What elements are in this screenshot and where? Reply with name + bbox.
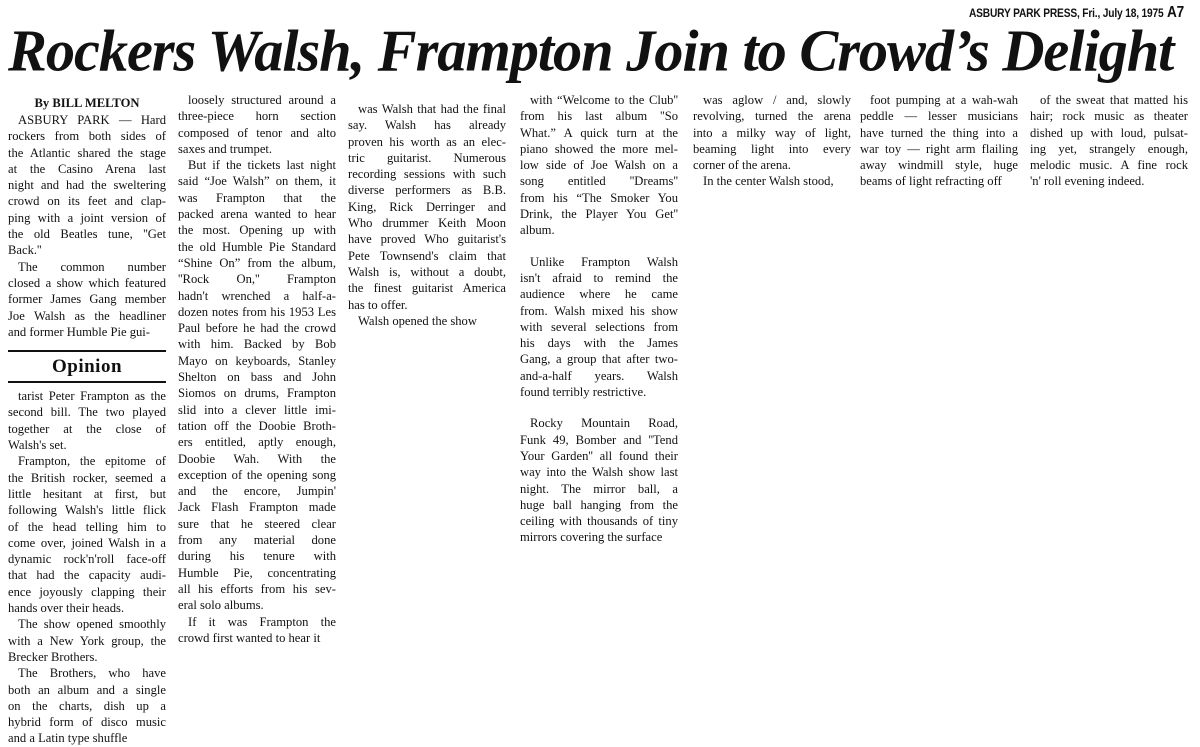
text-line: with a New York group, the <box>8 633 166 648</box>
text-line: piano showed the more mel- <box>520 141 678 156</box>
text-line: his days with the James <box>520 336 678 351</box>
text-line: the most. Opening up with <box>178 223 336 238</box>
paragraph <box>8 616 166 665</box>
text-line: was aglow / and, slowly <box>703 93 851 107</box>
text-line: peddle — lesser musicians <box>860 109 1018 124</box>
text-line: during his tenure with <box>178 549 336 564</box>
text-line: tarist Peter Frampton as the <box>18 389 166 404</box>
text-line: Unlike Frampton Walsh <box>530 254 678 269</box>
paragraph <box>1030 92 1188 190</box>
text-line: the British rocker, seemed a <box>8 470 166 485</box>
text-line: Funk 49, Bomber and ''Tend <box>520 432 678 447</box>
text-line: and-a-half years. Walsh <box>520 368 678 383</box>
dateline-text: ASBURY PARK PRESS, Fri., July 18, 1975 <box>968 6 1164 20</box>
text-line: away windmill style, huge <box>860 158 1018 173</box>
text-line: was Walsh that had the final <box>358 102 506 116</box>
text-line: the old Humble Pie Standard <box>178 239 336 254</box>
opinion-label: Opinion <box>8 350 166 383</box>
page-number: A7 <box>1166 4 1184 21</box>
text-line: corner of the arena. <box>693 158 791 173</box>
byline: By BILL MELTON <box>34 96 140 110</box>
text-line: Walsh is, without a doubt, <box>348 264 506 279</box>
text-line: former James Gang member <box>8 292 166 307</box>
text-line: was Frampton that the <box>178 190 336 205</box>
text-line: together at the close of <box>8 421 166 436</box>
text-line: on the charts, dish up a <box>8 698 166 713</box>
text-line: Jack Flash Frampton made <box>178 500 336 515</box>
text-line: hadn't wrenched a half-a- <box>178 288 336 303</box>
text-line: ers entitled, aptly enough, <box>178 435 336 450</box>
text-line: closed a show which featured <box>8 275 166 290</box>
text-line: at the Casino Arena last <box>8 161 166 176</box>
text-line: 'n' roll evening indeed. <box>1030 174 1145 189</box>
paragraph <box>348 313 506 329</box>
text-line: beams of light refracting off <box>860 174 1002 189</box>
text-line: both an album and a single <box>8 682 166 697</box>
article-column-2 <box>178 92 336 646</box>
text-line: the Atlantic shared the stage <box>8 145 166 160</box>
text-line: diverse performers as B.B. <box>348 183 506 198</box>
text-line: Humble Pie, concentrating <box>178 565 336 580</box>
column-text-after-opinion <box>8 388 166 747</box>
text-line: low side of Joe Walsh on a <box>520 158 678 173</box>
text-line: dished up with loud, pulsat- <box>1030 125 1188 140</box>
text-line: ASBURY PARK — Hard <box>18 113 166 127</box>
text-line: and former Humble Pie gui- <box>8 324 150 339</box>
text-line: way into the Walsh show last <box>520 465 678 480</box>
text-line: recording sessions with such <box>348 167 506 182</box>
text-line: hair; rock music as theater <box>1030 109 1188 124</box>
text-line: come over, joined Walsh in a <box>8 535 166 550</box>
text-line: crowd first wanted to hear it <box>178 630 321 645</box>
text-line: with several selections from <box>520 319 678 334</box>
text-line: dynamic rock'n'roll face-off <box>8 552 166 567</box>
text-line: second bill. The two played <box>8 405 166 420</box>
text-line: say. Walsh has already <box>348 118 506 133</box>
text-line: Rocky Mountain Road, <box>530 416 678 431</box>
paragraph <box>8 388 166 453</box>
paragraph <box>178 157 336 613</box>
text-line: ''Rock On,'' Frampton <box>178 272 336 287</box>
text-line: Back.'' <box>8 243 42 258</box>
paragraph <box>8 259 166 340</box>
article-column-7 <box>1030 92 1188 190</box>
text-line: song entitled ''Dreams'' <box>520 174 678 189</box>
text-line: following Walsh's little flick <box>8 503 166 518</box>
text-line: Brecker Brothers. <box>8 649 98 664</box>
text-line: from his last album ''So <box>520 109 678 124</box>
text-line: three-piece horn section <box>178 109 336 124</box>
text-line: saxes and trumpet. <box>178 141 273 156</box>
text-line: loosely structured around a <box>188 93 336 107</box>
text-line: Mayo on keyboards, Stanley <box>178 353 336 368</box>
paragraph <box>348 101 506 313</box>
text-line: hybrid form of disco music <box>8 715 166 730</box>
text-line: The Brothers, who have <box>18 666 166 681</box>
text-line: little hesitant at first, but <box>8 486 166 501</box>
paragraph <box>520 415 678 545</box>
text-line: said “Joe Walsh” on them, it <box>178 174 336 189</box>
text-line: dozen notes from his 1953 Les <box>178 304 336 319</box>
text-line: If it was Frampton the <box>188 614 336 629</box>
text-line: Shelton on bass and John <box>178 370 336 385</box>
text-line: has to offer. <box>348 297 408 312</box>
text-line: album. <box>520 223 555 238</box>
article-column-3 <box>348 101 506 329</box>
text-line: all his efforts from his sev- <box>178 581 336 596</box>
text-line: into a milky way of light, <box>693 125 851 140</box>
paragraph <box>520 92 678 239</box>
article-column-5 <box>693 92 851 190</box>
text-line: war toy — right arm flailing <box>860 141 1018 156</box>
text-line: proven his worth as an elec- <box>348 134 506 149</box>
paragraph <box>860 92 1018 190</box>
article-column-6 <box>860 92 1018 190</box>
paragraph <box>8 453 166 616</box>
text-line: the finest guitarist America <box>348 281 506 296</box>
headline: Rockers Walsh, Frampton Join to Crowd’s Delight <box>8 18 1174 84</box>
text-line: King, Rick Derringer and <box>348 199 506 214</box>
text-line: the old Beatles tune, ''Get <box>8 227 166 242</box>
text-line: hands over their heads. <box>8 601 125 616</box>
text-line: The show opened smoothly <box>18 617 166 632</box>
text-line: and the encore, Jumpin' <box>178 484 336 499</box>
text-line: ceiling with thousands of tiny <box>520 514 678 529</box>
text-line: from. Walsh mixed his show <box>520 303 678 318</box>
text-line: of the head telling him to <box>8 519 166 534</box>
text-line: sure that he steered clear <box>178 516 336 531</box>
text-line: revolving, turned the arena <box>693 109 851 124</box>
text-line: composed of tenor and alto <box>178 125 336 140</box>
text-line: The common number <box>18 259 166 274</box>
paragraph <box>8 112 166 259</box>
text-line: packed arena wanted to hear <box>178 207 336 222</box>
text-line: But if the tickets last night <box>188 158 336 173</box>
text-line: night and had the sweltering <box>8 178 166 193</box>
text-line: with him. Backed by Bob <box>178 337 336 352</box>
text-line: found terribly restrictive. <box>520 385 647 400</box>
text-line: have proved Who guitarist's <box>348 232 506 247</box>
text-line: beaming light into every <box>693 141 851 156</box>
paragraph <box>178 92 336 157</box>
text-line: mirrors covering the surface <box>520 530 663 545</box>
text-line: ping with a joint version of <box>8 210 166 225</box>
paragraph <box>693 173 851 189</box>
text-line: Pete Townsend's claim that <box>348 248 506 263</box>
paragraph <box>693 92 851 173</box>
paragraph <box>178 614 336 647</box>
text-line: isn't afraid to remind the <box>520 270 678 285</box>
text-line: of the sweat that matted his <box>1040 93 1188 107</box>
text-line: Joe Walsh as the headliner <box>8 308 166 323</box>
text-line: Your Garden'' all found their <box>520 448 678 463</box>
text-line: huge ball hanging from the <box>520 497 678 512</box>
text-line: Walsh opened the show <box>358 313 477 328</box>
text-line: Frampton, the epitome of <box>18 454 166 469</box>
text-line: exception of the opening song <box>178 467 336 482</box>
article-column-4 <box>520 92 678 546</box>
article-column-1 <box>8 93 166 747</box>
text-line: eral solo albums. <box>178 598 264 613</box>
text-line: Siomos on drums, Frampton <box>178 386 336 401</box>
text-line: audience where he came <box>520 287 678 302</box>
text-line: Drink, the Player You Get'' <box>520 207 678 222</box>
paragraph <box>520 254 678 401</box>
text-line: melodic music. A fine rock <box>1030 158 1188 173</box>
text-line: and a Latin type shuffle <box>8 731 128 746</box>
text-line: In the center Walsh stood, <box>703 174 834 189</box>
text-line: with “Welcome to the Club'' <box>530 93 678 107</box>
text-line: Gang, a group that after two- <box>520 352 678 367</box>
text-line: tric guitarist. Numerous <box>348 150 506 165</box>
text-line: ing yet, strangely enough, <box>1030 141 1188 156</box>
column-text-before-opinion <box>8 112 166 340</box>
text-line: Walsh's set. <box>8 438 67 453</box>
text-line: rockers from both sides of <box>8 129 166 144</box>
text-line: that had the capacity audi- <box>8 568 166 583</box>
text-line: What.” A quick turn at the <box>520 125 678 140</box>
text-line: have turned the thing into a <box>860 125 1018 140</box>
text-line: Doobie Wah. With the <box>178 451 336 466</box>
text-line: from his “The Smoker You <box>520 190 678 205</box>
text-line: Paul before he had the crowd <box>178 321 336 336</box>
text-line: tation off the Doobie Broth- <box>178 418 336 433</box>
paragraph <box>8 665 166 746</box>
text-line: ence joyously clapping their <box>8 584 166 599</box>
text-line: “Shine On” from the album, <box>178 255 336 270</box>
text-line: Who drummer Keith Moon <box>348 216 506 231</box>
text-line: foot pumping at a wah-wah <box>870 93 1018 107</box>
text-line: slid into a clever little imi- <box>178 402 336 417</box>
text-line: night. The mirror ball, a <box>520 481 678 496</box>
text-line: from any material done <box>178 533 336 548</box>
text-line: crowd on its feet and clap- <box>8 194 166 209</box>
